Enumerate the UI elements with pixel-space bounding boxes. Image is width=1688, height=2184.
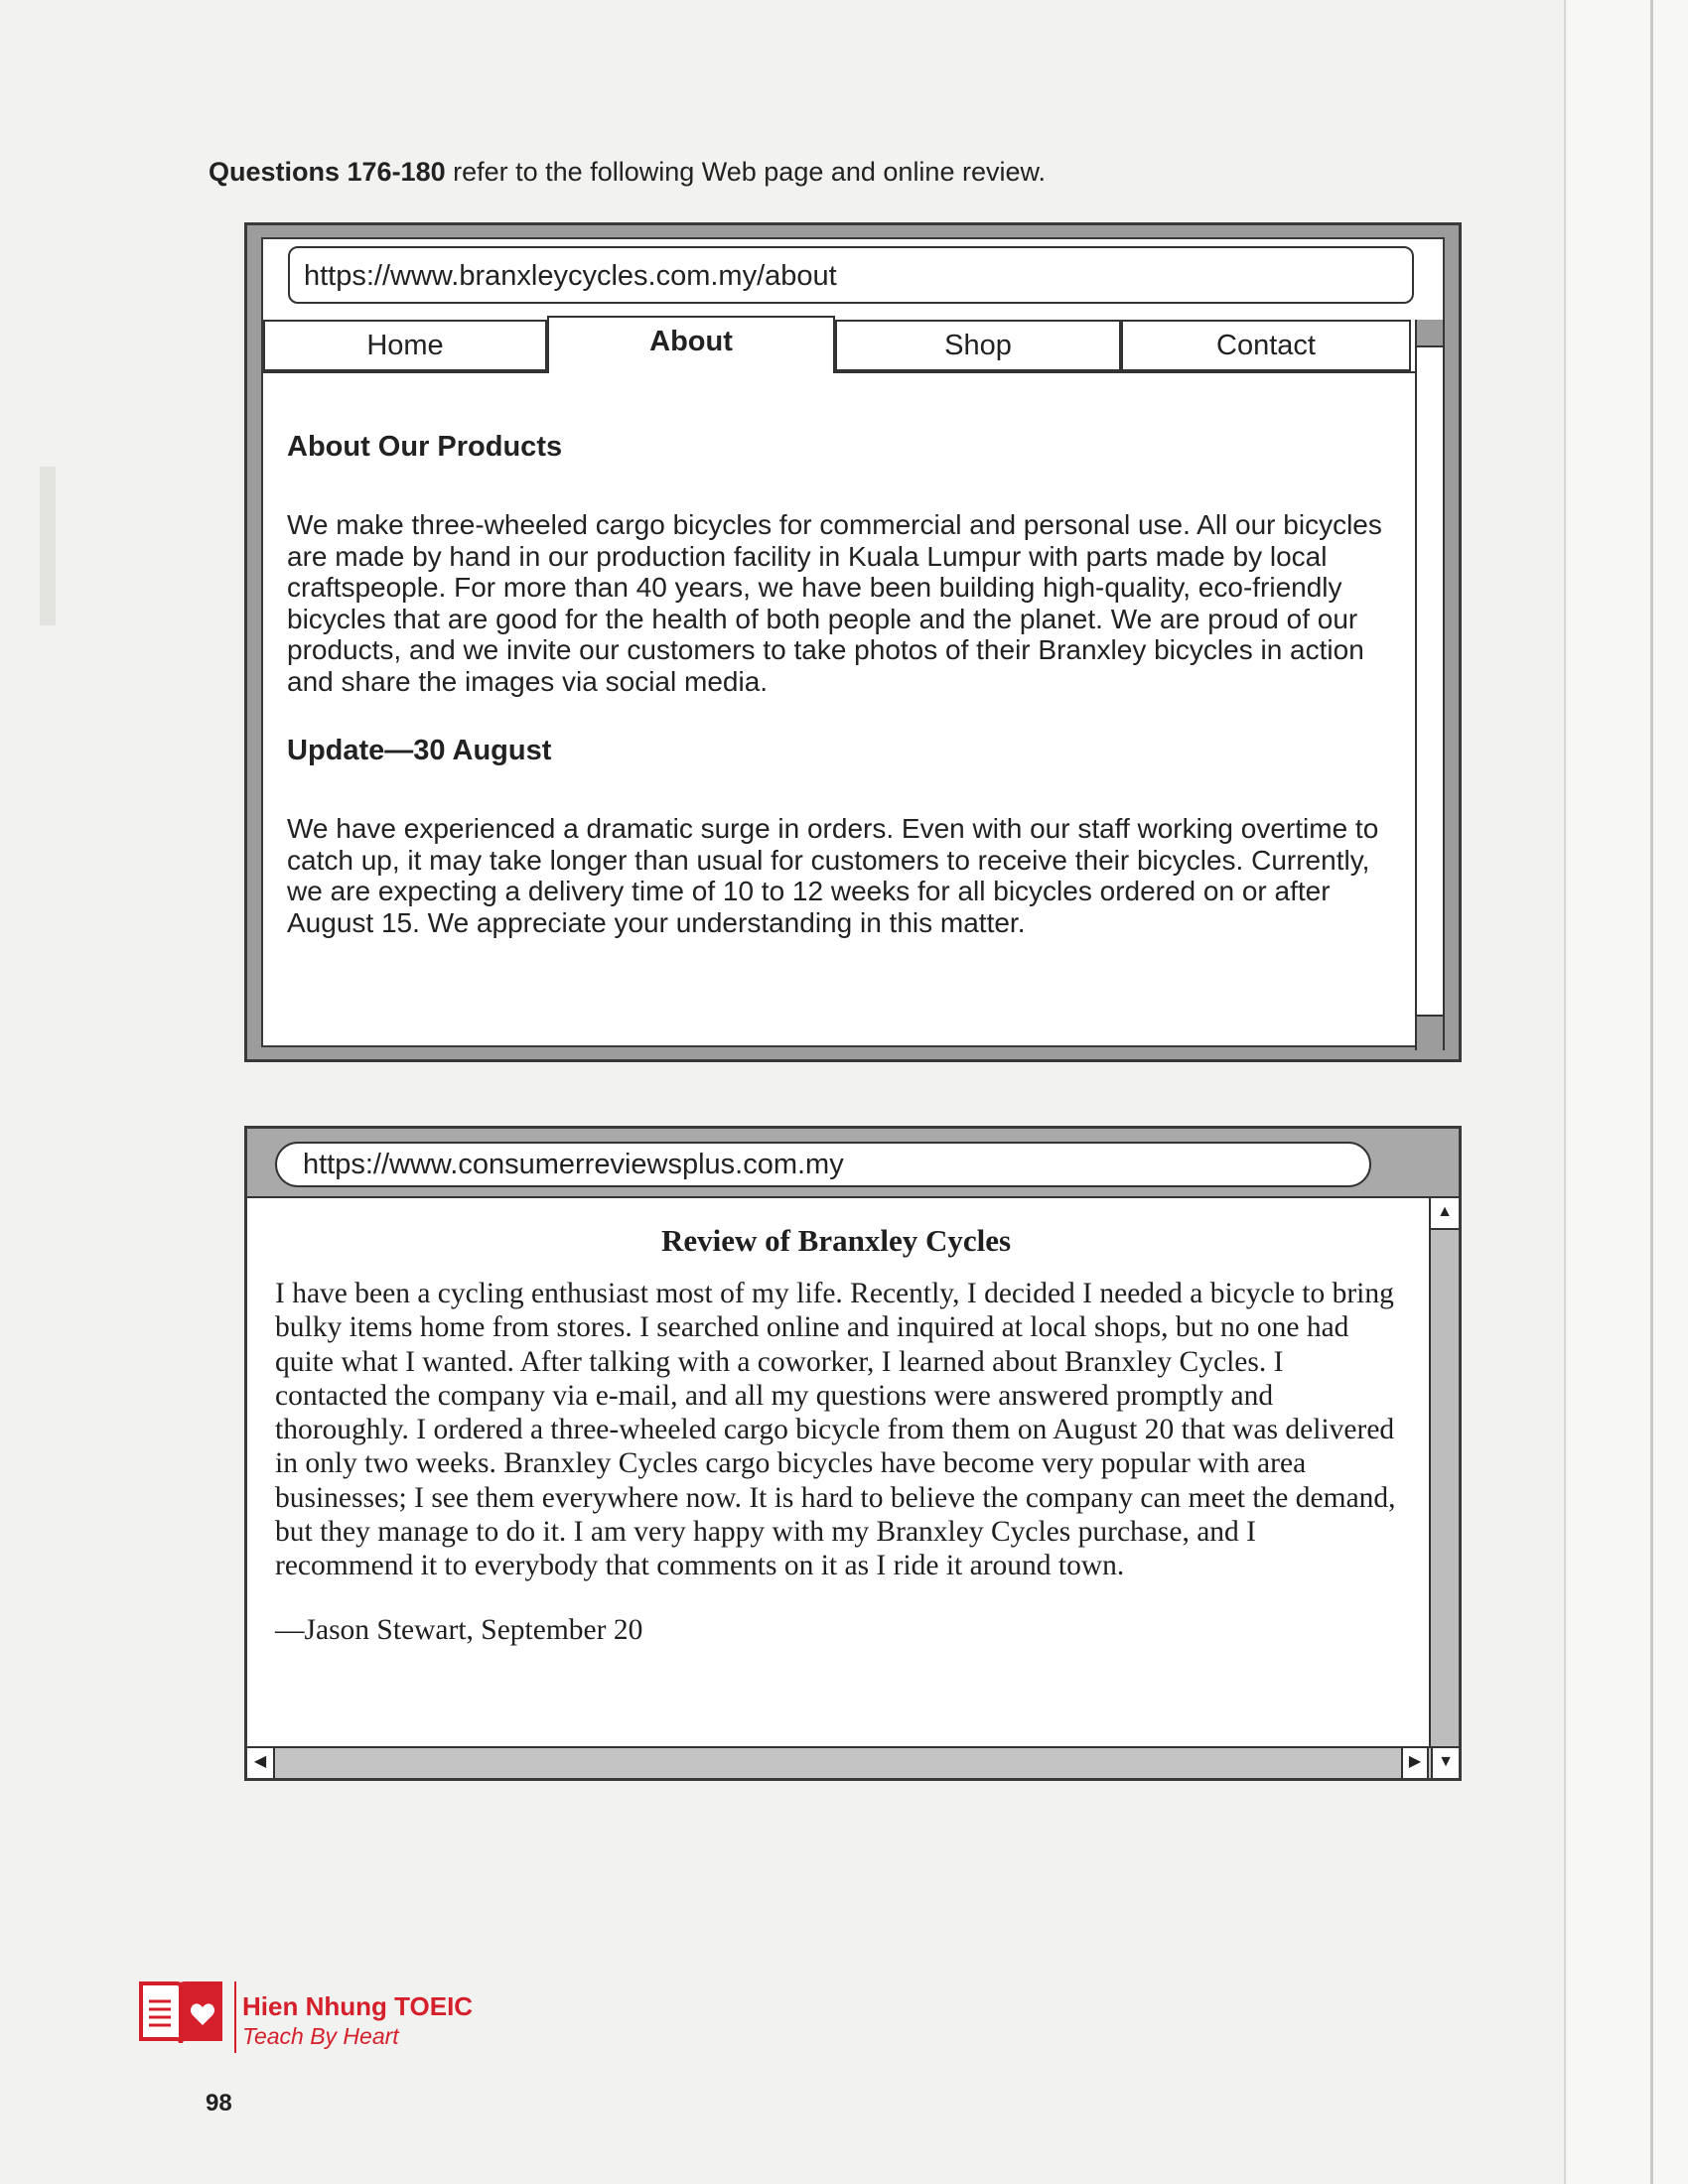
scroll-left-icon[interactable]: ◀ xyxy=(247,1748,275,1778)
question-intro-text: refer to the following Web page and online review. xyxy=(445,157,1047,187)
tab-divider-left xyxy=(263,371,547,373)
review-signature: —Jason Stewart, September 20 xyxy=(275,1613,643,1646)
book-heart-icon xyxy=(137,1978,224,2049)
tab-contact[interactable]: Contact xyxy=(1121,320,1411,371)
review-address-bar[interactable] xyxy=(275,1142,1371,1187)
brand-tagline: Teach By Heart xyxy=(242,2023,399,2049)
tab-divider-right xyxy=(835,371,1415,373)
logo-divider xyxy=(234,1981,236,2053)
address-bar[interactable] xyxy=(288,246,1414,304)
tab-home[interactable]: Home xyxy=(263,320,547,371)
section-text-update: We have experienced a dramatic surge in orders. Even with our staff working overtime to catch up, it may take longer than usual for customers to receive their bicycles. Currently, we are expecting a delivery time of 10 to 12 weeks for all bicycles ordered on or after August 15. We appreciate your understanding in this matter. xyxy=(287,813,1379,938)
review-body: I have been a cycling enthusiast most of my life. Recently, I decided I needed a bicycle to bring bulky items home from stores. I searched online and inquired at local shops, but no one had quite what I wanted. After talking with a coworker, I learned about Branxley Cycles. I contacted the company via e-mail, and all my questions were answered promptly and thoroughly. I ordered a three-wheeled cargo bicycle from them on August 20 that was delivered in only two weeks. Branxley Cycles cargo bicycles have become very popular with area businesses; I see them everywhere now. It is hard to believe the company can meet the demand, but they manage to do it. I am very happy with my Branxley Cycles purchase, and I recommend it to everybody that comments on it as I ride it around town. xyxy=(275,1278,1396,1582)
page-edge xyxy=(1564,0,1688,2184)
tab-shop[interactable]: Shop xyxy=(835,320,1121,371)
review-vertical-scrollbar[interactable] xyxy=(1429,1198,1459,1748)
scrollbar-top-cap[interactable] xyxy=(1417,320,1443,347)
scrollbar-bottom-cap[interactable] xyxy=(1417,1015,1443,1050)
review-address-url: https://www.consumerreviewsplus.com.my xyxy=(303,1149,844,1180)
scroll-down-icon[interactable]: ▼ xyxy=(1431,1748,1459,1778)
review-toolbar xyxy=(247,1129,1459,1198)
scroll-right-icon[interactable]: ▶ xyxy=(1401,1748,1429,1778)
review-content xyxy=(275,1223,1397,1647)
section-text-products: We make three-wheeled cargo bicycles for commercial and personal use. All our bicycles are made by hand in our production facility in Kuala Lumpur with parts made by local craftspeople. For more than 40 years, we have been building high-quality, eco-friendly bicycles that are good for the health of both people and the planet. We are proud of our products, and we invite our customers to take photos of their Branxley bicycles in action and share the images via social media. xyxy=(287,509,1382,697)
vertical-scrollbar[interactable] xyxy=(1415,320,1445,1050)
brand-name: Hien Nhung TOEIC xyxy=(242,1991,474,2021)
page-number: 98 xyxy=(206,2090,232,2116)
address-url: https://www.branxleycycles.com.my/about xyxy=(304,260,837,292)
tab-about[interactable]: About xyxy=(547,316,835,373)
review-title: Review of Branxley Cycles xyxy=(660,1223,1012,1258)
scan-artifact xyxy=(40,467,56,625)
review-horizontal-scrollbar[interactable] xyxy=(247,1746,1459,1778)
webpage-content xyxy=(287,431,1399,938)
nav-tabs xyxy=(263,316,1415,375)
scroll-up-icon[interactable]: ▲ xyxy=(1431,1198,1459,1230)
section-heading-update: Update—30 August xyxy=(287,735,552,766)
section-heading-products: About Our Products xyxy=(287,431,563,463)
question-range: Questions 176-180 xyxy=(209,157,446,187)
question-intro xyxy=(209,157,1046,188)
